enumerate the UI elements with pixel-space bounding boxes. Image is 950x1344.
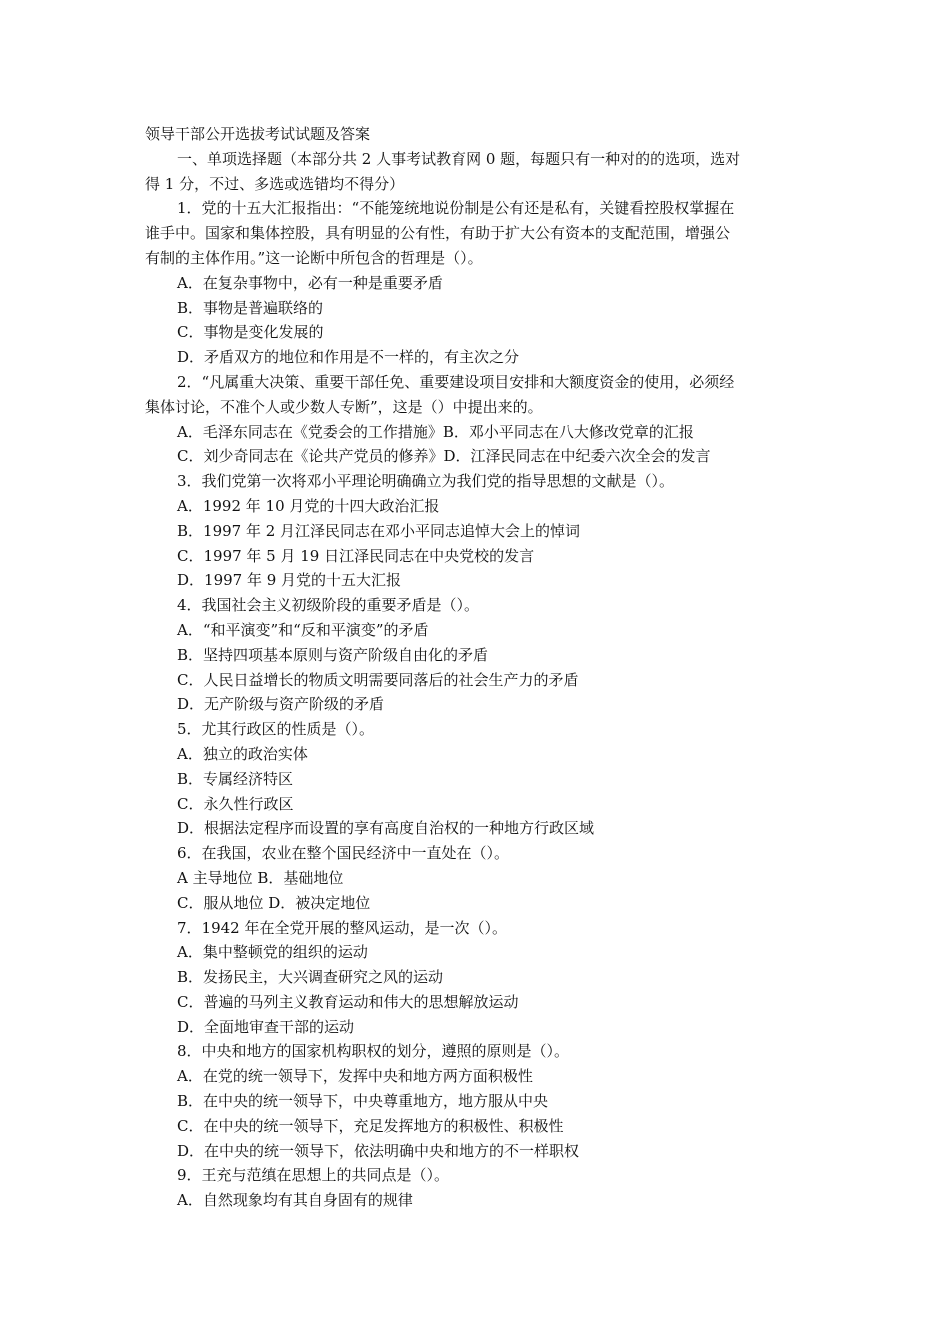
section-heading-line: 得 1 分，不过、多选或选错均不得分） <box>145 174 405 193</box>
question-4 <box>145 593 813 717</box>
question-stem: 3．我们党第一次将邓小平理论明确确立为我们党的指导思想的文献是（）。 <box>177 472 675 491</box>
question-option: D．无产阶级与资产阶级的矛盾 <box>177 695 385 714</box>
question-3 <box>145 469 813 593</box>
question-stem: 9．王充与范缜在思想上的共同点是（）。 <box>177 1166 450 1185</box>
question-stem-line: 2．“凡属重大决策、重要干部任免、重要建设项目安排和大额度资金的使用，必须经 <box>177 372 735 391</box>
question-option: B．1997 年 2 月江泽民同志在邓小平同志追悼大会上的悼词 <box>177 521 581 540</box>
question-option: C．服从地位 D．被决定地位 <box>177 893 371 912</box>
question-option: C．普遍的马列主义教育运动和伟大的思想解放运动 <box>177 992 519 1011</box>
question-option: A．独立的政治实体 <box>177 744 308 763</box>
question-option: B．发扬民主，大兴调查研究之风的运动 <box>177 968 444 987</box>
question-option: A．集中整顿党的组织的运动 <box>177 943 368 962</box>
section-heading <box>145 147 813 197</box>
question-option: A．在党的统一领导下，发挥中央和地方两方面积极性 <box>177 1067 533 1086</box>
question-stem-line: 1．党的十五大汇报指出：“不能笼统地说份制是公有还是私有，关键看控股权掌握在 <box>177 199 735 218</box>
section-heading-line: 一、单项选择题（本部分共 2 人事考试教育网 0 题，每题只有一种对的的选项，选对 <box>177 149 741 168</box>
question-stem: 6．在我国，农业在整个国民经济中一直处在（）。 <box>177 844 510 863</box>
question-option: A．毛泽东同志在《党委会的工作措施》B．邓小平同志在八大修改党章的汇报 <box>177 422 694 441</box>
question-option: D．1997 年 9 月党的十五大汇报 <box>177 571 402 590</box>
question-9 <box>145 1163 813 1213</box>
question-option: C．1997 年 5 月 19 日江泽民同志在中央党校的发言 <box>177 546 535 565</box>
question-option: D．矛盾双方的地位和作用是不一样的，有主次之分 <box>177 348 520 367</box>
question-stem: 5．尤其行政区的性质是（）。 <box>177 720 375 739</box>
question-option: B．事物是普遍联络的 <box>177 298 324 317</box>
question-8 <box>145 1039 813 1163</box>
question-option: D．全面地审查干部的运动 <box>177 1017 355 1036</box>
question-option: D．根据法定程序而设置的享有高度自治权的一种地方行政区域 <box>177 819 595 838</box>
question-option: A．“和平演变”和“反和平演变”的矛盾 <box>177 620 429 639</box>
question-stem-line: 集体讨论，不准个人或少数人专断”，这是（）中提出来的。 <box>145 397 543 416</box>
question-option: C．永久性行政区 <box>177 794 294 813</box>
question-option: B．在中央的统一领导下，中央尊重地方，地方服从中央 <box>177 1092 549 1111</box>
question-option: A．自然现象均有其自身固有的规律 <box>177 1191 413 1210</box>
question-option: A．1992 年 10 月党的十四大政治汇报 <box>177 496 440 515</box>
question-option: A．在复杂事物中，必有一种是重要矛盾 <box>177 273 443 292</box>
question-option: C．人民日益增长的物质文明需要同落后的社会生产力的矛盾 <box>177 670 579 689</box>
question-1 <box>145 196 813 370</box>
document-page <box>145 122 813 1213</box>
question-5 <box>145 717 813 841</box>
question-option: B．专属经济特区 <box>177 769 294 788</box>
question-option: C．事物是变化发展的 <box>177 323 324 342</box>
question-option: D．在中央的统一领导下，依法明确中央和地方的不一样职权 <box>177 1141 580 1160</box>
question-option: C．在中央的统一领导下，充足发挥地方的积极性、积极性 <box>177 1116 564 1135</box>
question-7 <box>145 916 813 1040</box>
question-stem-line: 有制的主体作用。”这一论断中所包含的哲理是（）。 <box>145 248 483 267</box>
question-stem-line: 谁手中。国家和集体控股，具有明显的公有性，有助于扩大公有资本的支配范围，增强公 <box>145 224 731 243</box>
question-2 <box>145 370 813 469</box>
question-stem: 8．中央和地方的国家机构职权的划分，遵照的原则是（）。 <box>177 1042 570 1061</box>
question-option: C．刘少奇同志在《论共产党员的修养》D．江泽民同志在中纪委六次全会的发言 <box>177 447 711 466</box>
question-option: B．坚持四项基本原则与资产阶级自由化的矛盾 <box>177 645 489 664</box>
question-option: A 主导地位 B．基础地位 <box>177 868 344 887</box>
document-title: 领导干部公开选拔考试试题及答案 <box>145 125 371 143</box>
question-stem: 7．1942 年在全党开展的整风运动，是一次（）。 <box>177 918 507 937</box>
question-6 <box>145 841 813 915</box>
question-stem: 4．我国社会主义初级阶段的重要矛盾是（）。 <box>177 596 480 615</box>
